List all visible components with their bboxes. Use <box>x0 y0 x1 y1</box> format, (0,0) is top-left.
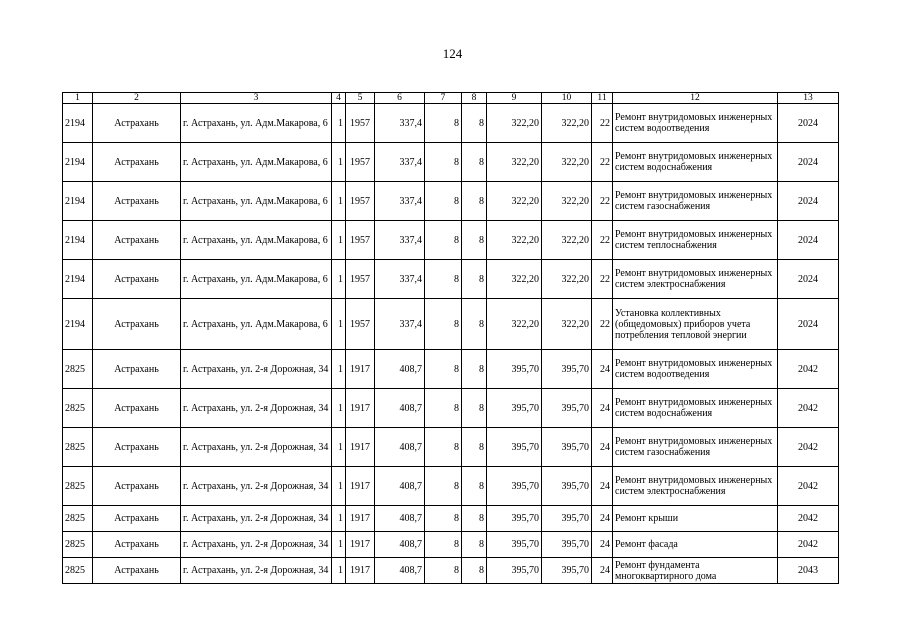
table-cell: 8 <box>462 182 487 221</box>
table-cell: Установка коллективных (общедомовых) приборов учета потребления тепловой энергии <box>613 299 778 350</box>
table-cell: г. Астрахань, ул. 2-я Дорожная, 34 <box>181 506 332 532</box>
table-cell: Астрахань <box>93 532 181 558</box>
table-cell: 1 <box>332 389 346 428</box>
table-header <box>63 93 839 104</box>
table-cell: 337,4 <box>375 260 425 299</box>
table-cell: 1 <box>332 558 346 584</box>
table-cell: 8 <box>462 558 487 584</box>
table-cell: 322,20 <box>487 221 542 260</box>
table-cell: 1957 <box>346 260 375 299</box>
table-cell: 408,7 <box>375 532 425 558</box>
table-cell: 2194 <box>63 182 93 221</box>
table-cell: 1 <box>332 350 346 389</box>
table-cell: 322,20 <box>542 299 592 350</box>
table-cell: 22 <box>592 299 613 350</box>
table-cell: 8 <box>462 532 487 558</box>
table-cell: 2825 <box>63 350 93 389</box>
table-cell: 8 <box>462 104 487 143</box>
table-cell: 8 <box>425 506 462 532</box>
registry-table <box>62 92 839 584</box>
table-cell: 408,7 <box>375 350 425 389</box>
table-cell: 8 <box>462 299 487 350</box>
column-header: 7 <box>425 93 462 104</box>
column-header: 8 <box>462 93 487 104</box>
table-cell: 1 <box>332 428 346 467</box>
table-cell: 1 <box>332 506 346 532</box>
table-cell: 395,70 <box>487 532 542 558</box>
table-cell: 22 <box>592 104 613 143</box>
table-cell: Астрахань <box>93 299 181 350</box>
table-cell: Ремонт внутридомовых инженерных систем газоснабжения <box>613 182 778 221</box>
table-cell: 2024 <box>778 143 839 182</box>
table-cell: 24 <box>592 558 613 584</box>
table-cell: 2024 <box>778 182 839 221</box>
table-cell: 337,4 <box>375 182 425 221</box>
table-cell: 2825 <box>63 532 93 558</box>
table-row <box>63 143 839 182</box>
column-header: 4 <box>332 93 346 104</box>
table-cell: г. Астрахань, ул. 2-я Дорожная, 34 <box>181 428 332 467</box>
table-cell: г. Астрахань, ул. Адм.Макарова, 6 <box>181 221 332 260</box>
table-cell: 2024 <box>778 221 839 260</box>
table-cell: 395,70 <box>487 558 542 584</box>
table-cell: 395,70 <box>542 467 592 506</box>
table-cell: 24 <box>592 506 613 532</box>
column-header: 10 <box>542 93 592 104</box>
table-row <box>63 532 839 558</box>
column-header: 1 <box>63 93 93 104</box>
table-cell: Ремонт фасада <box>613 532 778 558</box>
column-header: 5 <box>346 93 375 104</box>
table-cell: 24 <box>592 532 613 558</box>
table-cell: Ремонт внутридомовых инженерных систем электроснабжения <box>613 260 778 299</box>
table-cell: 337,4 <box>375 143 425 182</box>
table-cell: 1957 <box>346 182 375 221</box>
table-cell: 8 <box>425 104 462 143</box>
table-cell: 1917 <box>346 389 375 428</box>
table-cell: 322,20 <box>487 260 542 299</box>
table-cell: 8 <box>425 428 462 467</box>
table-cell: 1 <box>332 532 346 558</box>
table-cell: 322,20 <box>487 299 542 350</box>
table-cell: 1 <box>332 143 346 182</box>
table-cell: 2024 <box>778 299 839 350</box>
table-cell: 8 <box>425 558 462 584</box>
column-header: 11 <box>592 93 613 104</box>
table-cell: г. Астрахань, ул. Адм.Макарова, 6 <box>181 182 332 221</box>
column-header: 9 <box>487 93 542 104</box>
table-cell: 322,20 <box>487 182 542 221</box>
table-cell: 2042 <box>778 350 839 389</box>
table-cell: 22 <box>592 221 613 260</box>
table-cell: 8 <box>462 428 487 467</box>
table-cell: Астрахань <box>93 104 181 143</box>
table-cell: 1 <box>332 260 346 299</box>
table-cell: 395,70 <box>542 428 592 467</box>
table-cell: 2825 <box>63 506 93 532</box>
table-cell: 2042 <box>778 389 839 428</box>
table-cell: 1 <box>332 104 346 143</box>
table-cell: 1957 <box>346 104 375 143</box>
table-body <box>63 104 839 584</box>
table-cell: 408,7 <box>375 389 425 428</box>
table-cell: 2825 <box>63 467 93 506</box>
table-cell: 1 <box>332 299 346 350</box>
table-cell: г. Астрахань, ул. Адм.Макарова, 6 <box>181 104 332 143</box>
table-row <box>63 506 839 532</box>
table-cell: 8 <box>425 532 462 558</box>
table-cell: 322,20 <box>542 182 592 221</box>
table-cell: 8 <box>425 350 462 389</box>
table-cell: 8 <box>462 221 487 260</box>
table-cell: 2024 <box>778 104 839 143</box>
table-cell: 24 <box>592 389 613 428</box>
table-cell: 1 <box>332 221 346 260</box>
table-cell: 8 <box>462 506 487 532</box>
table-cell: 1917 <box>346 428 375 467</box>
table-cell: Астрахань <box>93 506 181 532</box>
table-cell: Ремонт внутридомовых инженерных систем водоснабжения <box>613 143 778 182</box>
table-cell: 2825 <box>63 558 93 584</box>
page-number: 124 <box>442 46 463 61</box>
table-cell: 8 <box>462 350 487 389</box>
table-row <box>63 221 839 260</box>
table-cell: Астрахань <box>93 143 181 182</box>
table-cell: Астрахань <box>93 221 181 260</box>
table-cell: Ремонт крыши <box>613 506 778 532</box>
table-cell: 1957 <box>346 221 375 260</box>
table-cell: 408,7 <box>375 467 425 506</box>
table-cell: 1917 <box>346 467 375 506</box>
table-cell: 395,70 <box>487 389 542 428</box>
table-cell: 22 <box>592 182 613 221</box>
table-cell: Ремонт внутридомовых инженерных систем электроснабжения <box>613 467 778 506</box>
column-header: 13 <box>778 93 839 104</box>
table-cell: г. Астрахань, ул. 2-я Дорожная, 34 <box>181 350 332 389</box>
table-cell: 2042 <box>778 506 839 532</box>
table-cell: 395,70 <box>487 350 542 389</box>
column-header: 12 <box>613 93 778 104</box>
table-cell: 322,20 <box>487 143 542 182</box>
table-cell: 22 <box>592 143 613 182</box>
table-cell: Ремонт внутридомовых инженерных систем водоснабжения <box>613 389 778 428</box>
table-row <box>63 467 839 506</box>
table-cell: 1917 <box>346 350 375 389</box>
table-cell: 1 <box>332 467 346 506</box>
table-cell: 395,70 <box>487 428 542 467</box>
table-cell: Астрахань <box>93 467 181 506</box>
table-cell: 322,20 <box>542 221 592 260</box>
table-row <box>63 299 839 350</box>
table-cell: 2042 <box>778 428 839 467</box>
table-cell: 408,7 <box>375 428 425 467</box>
table-cell: г. Астрахань, ул. Адм.Макарова, 6 <box>181 299 332 350</box>
table-cell: 24 <box>592 428 613 467</box>
table-cell: 1917 <box>346 532 375 558</box>
table-cell: Астрахань <box>93 389 181 428</box>
table-cell: 2024 <box>778 260 839 299</box>
table-cell: 1957 <box>346 299 375 350</box>
table-cell: Ремонт внутридомовых инженерных систем водоотведения <box>613 350 778 389</box>
table-cell: 337,4 <box>375 299 425 350</box>
table-cell: 1917 <box>346 558 375 584</box>
table-cell: 2825 <box>63 428 93 467</box>
table-row <box>63 428 839 467</box>
table-cell: г. Астрахань, ул. 2-я Дорожная, 34 <box>181 389 332 428</box>
table-row <box>63 558 839 584</box>
table-cell: 322,20 <box>542 260 592 299</box>
table-row <box>63 260 839 299</box>
table-cell: г. Астрахань, ул. 2-я Дорожная, 34 <box>181 558 332 584</box>
table-cell: 8 <box>425 143 462 182</box>
table-cell: 2194 <box>63 143 93 182</box>
table-cell: Ремонт фундамента многоквартирного дома <box>613 558 778 584</box>
table-cell: 322,20 <box>542 104 592 143</box>
table-cell: Астрахань <box>93 260 181 299</box>
table-cell: 8 <box>425 299 462 350</box>
table-cell: 8 <box>425 389 462 428</box>
table-cell: Ремонт внутридомовых инженерных систем газоснабжения <box>613 428 778 467</box>
table-cell: 8 <box>425 182 462 221</box>
table-cell: 395,70 <box>542 558 592 584</box>
table-cell: 2042 <box>778 532 839 558</box>
table-cell: 2825 <box>63 389 93 428</box>
table-cell: 2194 <box>63 260 93 299</box>
table-cell: 2194 <box>63 104 93 143</box>
table-cell: 1 <box>332 182 346 221</box>
table-cell: 8 <box>462 143 487 182</box>
table-cell: г. Астрахань, ул. 2-я Дорожная, 34 <box>181 467 332 506</box>
table-row <box>63 350 839 389</box>
column-header: 6 <box>375 93 425 104</box>
table-cell: 8 <box>462 389 487 428</box>
table-cell: 322,20 <box>542 143 592 182</box>
table-cell: 337,4 <box>375 221 425 260</box>
header-row <box>63 93 839 104</box>
table-cell: 8 <box>425 221 462 260</box>
table-cell: 24 <box>592 467 613 506</box>
table-cell: Ремонт внутридомовых инженерных систем водоотведения <box>613 104 778 143</box>
table-cell: 2043 <box>778 558 839 584</box>
table-cell: 2042 <box>778 467 839 506</box>
table-cell: г. Астрахань, ул. 2-я Дорожная, 34 <box>181 532 332 558</box>
table-cell: 8 <box>462 467 487 506</box>
table-cell: 2194 <box>63 221 93 260</box>
table-cell: 395,70 <box>542 350 592 389</box>
table-cell: 395,70 <box>487 467 542 506</box>
table-row <box>63 104 839 143</box>
table-cell: 8 <box>425 260 462 299</box>
table-cell: 395,70 <box>542 389 592 428</box>
table-cell: Астрахань <box>93 182 181 221</box>
table-cell: 408,7 <box>375 506 425 532</box>
table-cell: 1917 <box>346 506 375 532</box>
table-cell: 22 <box>592 260 613 299</box>
table-cell: 8 <box>462 260 487 299</box>
table-cell: 395,70 <box>542 506 592 532</box>
table-cell: 395,70 <box>542 532 592 558</box>
table-row <box>63 182 839 221</box>
table-cell: 337,4 <box>375 104 425 143</box>
table-cell: 408,7 <box>375 558 425 584</box>
table-cell: 395,70 <box>487 506 542 532</box>
table-cell: Ремонт внутридомовых инженерных систем теплоснабжения <box>613 221 778 260</box>
table-cell: 322,20 <box>487 104 542 143</box>
table-cell: г. Астрахань, ул. Адм.Макарова, 6 <box>181 143 332 182</box>
table-cell: г. Астрахань, ул. Адм.Макарова, 6 <box>181 260 332 299</box>
column-header: 2 <box>93 93 181 104</box>
table-row <box>63 389 839 428</box>
table-cell: 1957 <box>346 143 375 182</box>
table-cell: 2194 <box>63 299 93 350</box>
table-cell: 24 <box>592 350 613 389</box>
table-cell: Астрахань <box>93 428 181 467</box>
table-cell: Астрахань <box>93 350 181 389</box>
table-cell: Астрахань <box>93 558 181 584</box>
column-header: 3 <box>181 93 332 104</box>
table-cell: 8 <box>425 467 462 506</box>
